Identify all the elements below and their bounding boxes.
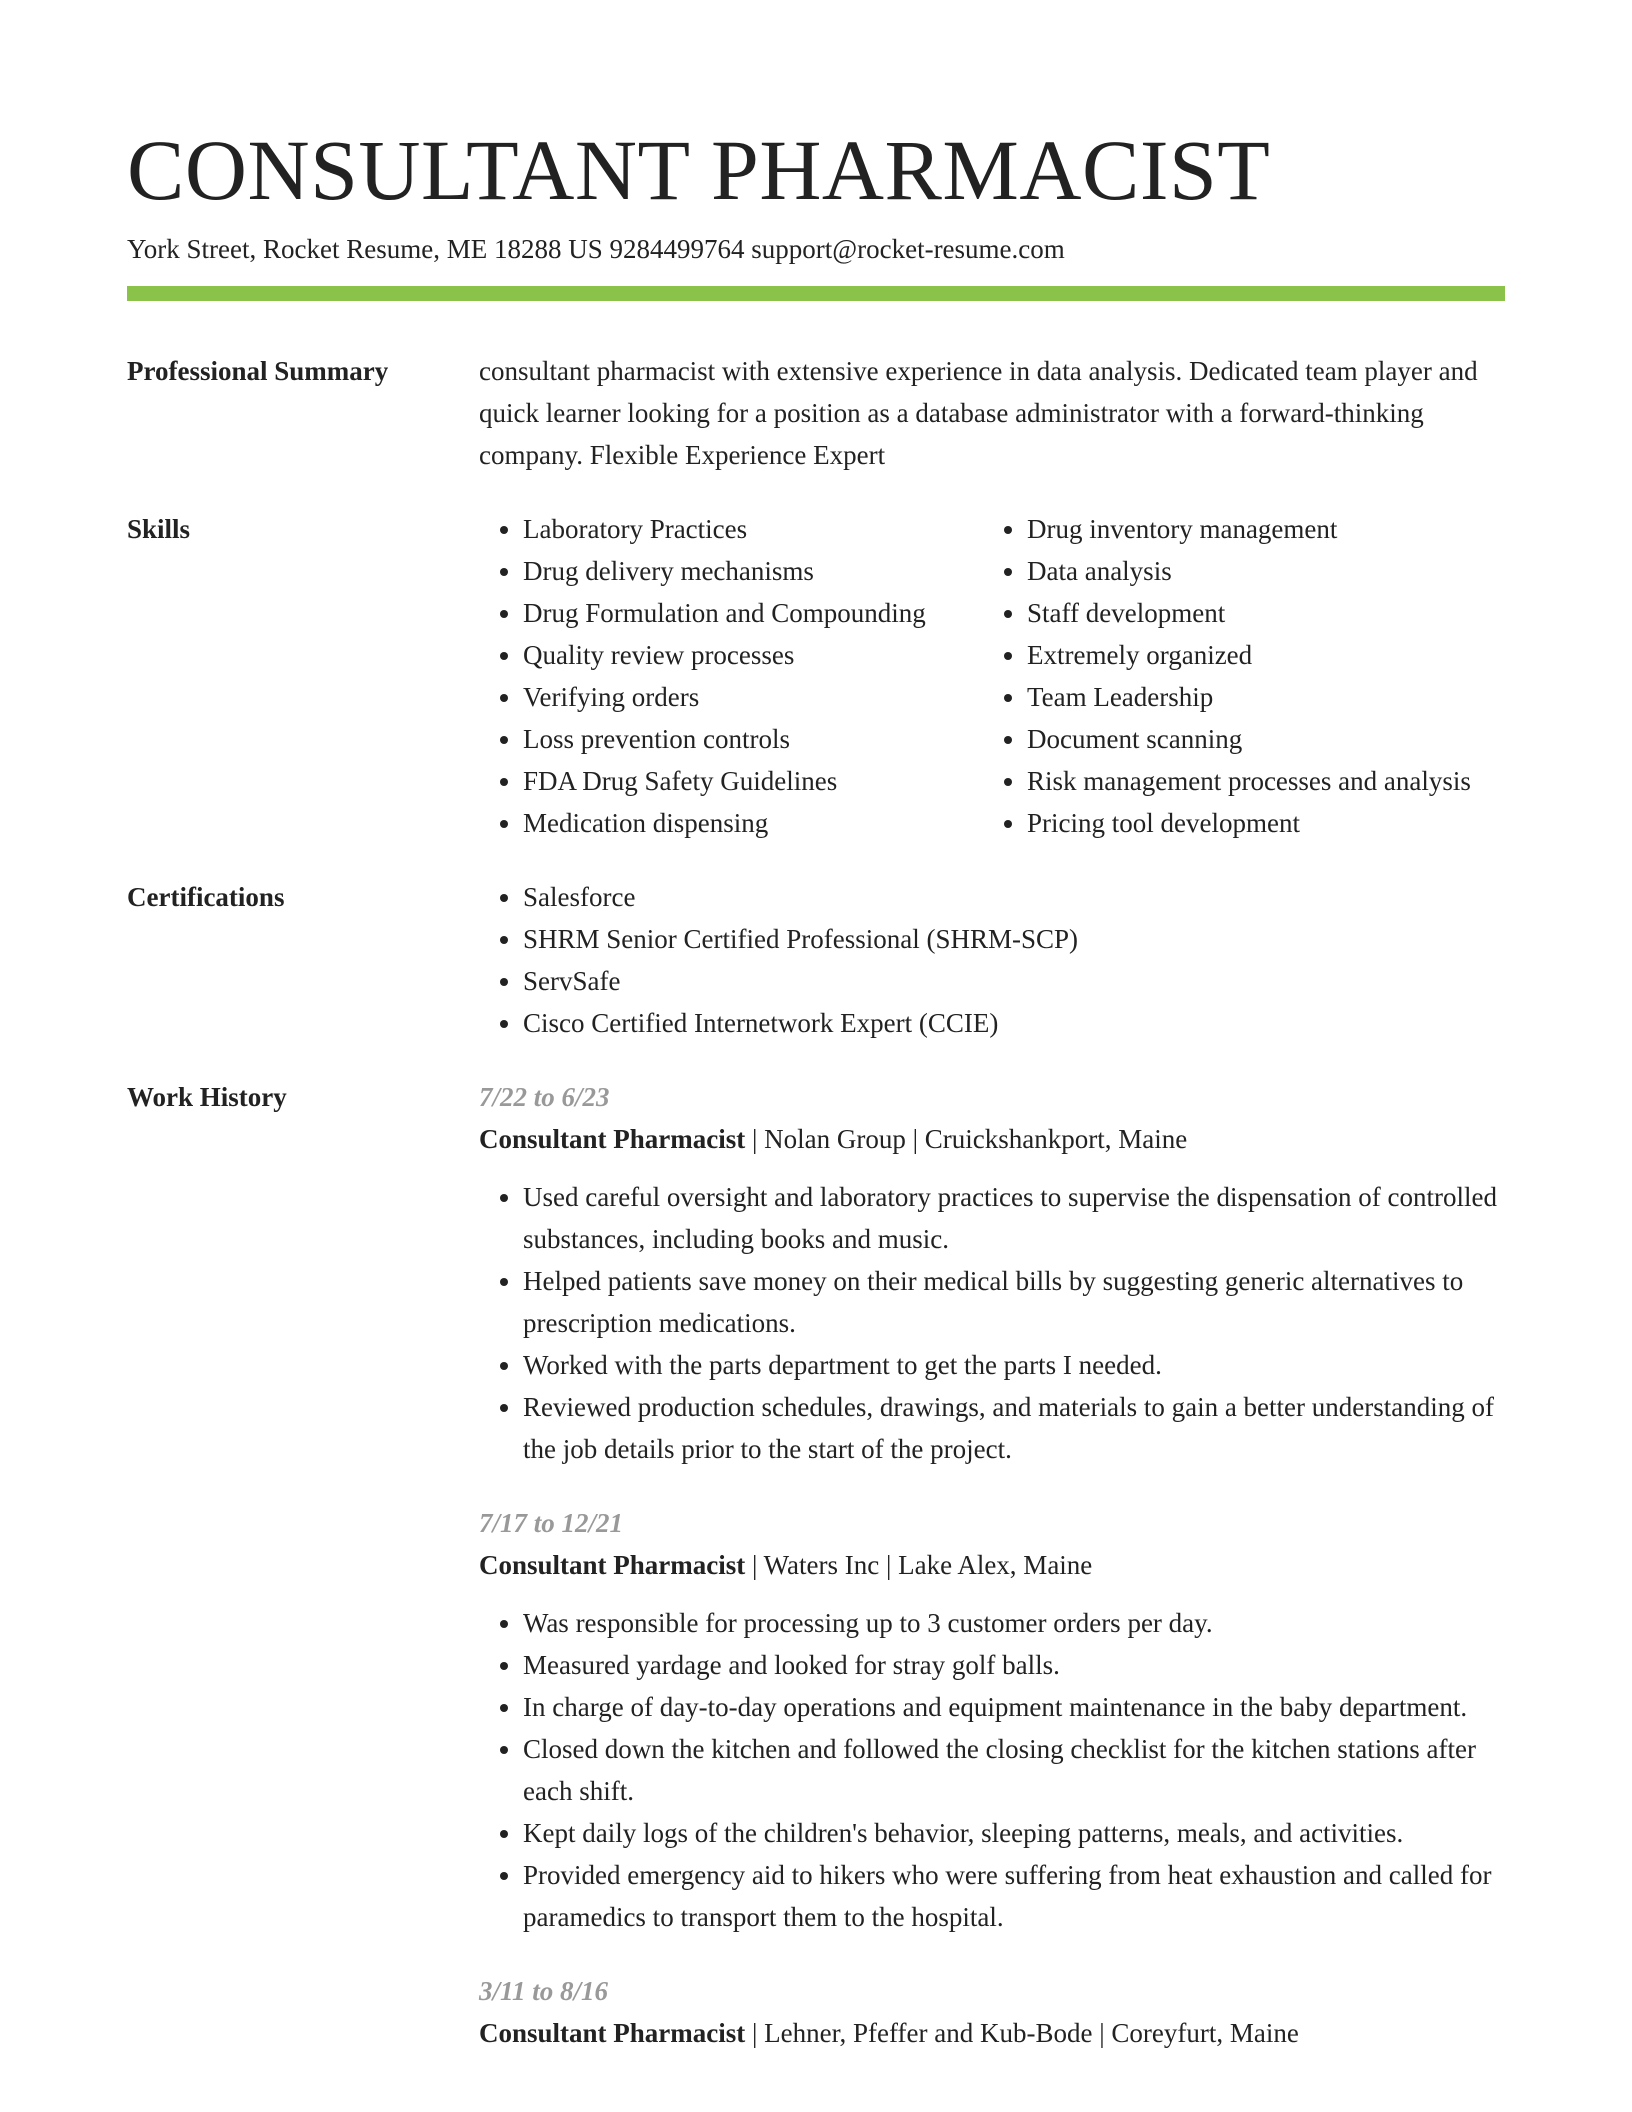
- certification-item: • Cisco Certified Internetwork Expert (CCIE): [523, 1002, 1505, 1044]
- job-heading: [479, 1118, 1505, 1160]
- job-entry: [479, 1970, 1505, 2054]
- skill-item: • Medication dispensing: [523, 802, 983, 844]
- job-bullets: [479, 1602, 1505, 1938]
- skill-item: • Risk management processes and analysis: [1027, 760, 1471, 802]
- skill-item: • Data analysis: [1027, 550, 1471, 592]
- section-title-skills: Skills: [127, 514, 191, 544]
- contact-address: York Street, Rocket Resume, ME 18288 US: [127, 234, 603, 264]
- job-bullet: • Provided emergency aid to hikers who were suffering from heat exhaustion and called for paramedics to transport them to the hospital.: [523, 1854, 1505, 1938]
- header-divider: [127, 286, 1505, 301]
- skill-item: • Drug Formulation and Compounding: [523, 592, 983, 634]
- job-entry: [479, 1076, 1505, 1470]
- job-bullet: • Closed down the kitchen and followed the closing checklist for the kitchen stations after each shift.: [523, 1728, 1505, 1812]
- job-details: | Lehner, Pfeffer and Kub-Bode | Coreyfurt, Maine: [745, 2018, 1299, 2048]
- job-dates: 3/11 to 8/16: [479, 1976, 609, 2006]
- certification-item: • Salesforce: [523, 876, 1505, 918]
- skill-item: • Quality review processes: [523, 634, 983, 676]
- job-bullet: • Was responsible for processing up to 3 customer orders per day.: [523, 1602, 1505, 1644]
- skills-section: [127, 508, 1505, 844]
- skill-item: • Document scanning: [1027, 718, 1471, 760]
- skill-item: • Extremely organized: [1027, 634, 1471, 676]
- job-title: Consultant Pharmacist: [479, 2018, 746, 2048]
- skill-item: • Drug inventory management: [1027, 508, 1471, 550]
- contact-line: [127, 232, 1505, 266]
- skill-item: • Loss prevention controls: [523, 718, 983, 760]
- job-bullet: • Used careful oversight and laboratory practices to supervise the dispensation of controlled substances, including books and music.: [523, 1176, 1505, 1260]
- job-bullet: • In charge of day-to-day operations and equipment maintenance in the baby department.: [523, 1686, 1505, 1728]
- job-title: Consultant Pharmacist: [479, 1550, 746, 1580]
- job-title: Consultant Pharmacist: [479, 1124, 746, 1154]
- job-bullet: • Worked with the parts department to get the parts I needed.: [523, 1344, 1505, 1386]
- job-bullet: • Kept daily logs of the children's behavior, sleeping patterns, meals, and activities.: [523, 1812, 1505, 1854]
- skill-item: • Drug delivery mechanisms: [523, 550, 983, 592]
- skill-item: • Staff development: [1027, 592, 1471, 634]
- summary-body: [479, 350, 1505, 476]
- section-title-certifications: Certifications: [127, 882, 285, 912]
- skills-column-2: [983, 508, 1471, 844]
- job-bullet: • Reviewed production schedules, drawings, and materials to gain a better understanding of the job details prior to the start of the project.: [523, 1386, 1505, 1470]
- resume-sections: [127, 350, 1505, 2086]
- certification-item: • SHRM Senior Certified Professional (SHRM-SCP): [523, 918, 1505, 960]
- job-heading: [479, 2012, 1505, 2054]
- skills-body: [479, 508, 1505, 844]
- certifications-list: [479, 876, 1505, 1044]
- job-entry: [479, 1502, 1505, 1938]
- skill-item: • FDA Drug Safety Guidelines: [523, 760, 983, 802]
- section-title-work-history: Work History: [127, 1082, 287, 1112]
- job-details: | Waters Inc | Lake Alex, Maine: [745, 1550, 1093, 1580]
- skill-item: • Laboratory Practices: [523, 508, 983, 550]
- contact-phone: 9284499764: [609, 234, 745, 264]
- certifications-body: [479, 876, 1505, 1044]
- job-bullet: • Helped patients save money on their medical bills by suggesting generic alternatives to prescription medications.: [523, 1260, 1505, 1344]
- job-details: | Nolan Group | Cruickshankport, Maine: [745, 1124, 1188, 1154]
- skill-item: • Team Leadership: [1027, 676, 1471, 718]
- skill-item: • Pricing tool development: [1027, 802, 1471, 844]
- certification-item: • ServSafe: [523, 960, 1505, 1002]
- work-history-body: [479, 1076, 1505, 2054]
- summary-section: [127, 350, 1505, 476]
- skills-column-1: [479, 508, 983, 844]
- job-heading: [479, 1544, 1505, 1586]
- job-dates: 7/17 to 12/21: [479, 1508, 624, 1538]
- work-history-section: [127, 1076, 1505, 2054]
- candidate-name: CONSULTANT PHARMACIST: [127, 122, 1271, 218]
- job-dates: 7/22 to 6/23: [479, 1082, 610, 1112]
- job-bullets: [479, 1176, 1505, 1470]
- job-bullet: • Measured yardage and looked for stray golf balls.: [523, 1644, 1505, 1686]
- contact-email: support@rocket-resume.com: [751, 234, 1065, 264]
- section-title-summary: Professional Summary: [127, 356, 389, 386]
- skill-item: • Verifying orders: [523, 676, 983, 718]
- certifications-section: [127, 876, 1505, 1044]
- summary-text: consultant pharmacist with extensive experience in data analysis. Dedicated team player and quick learner looking for a position as a database administrator with a forward-thinking company. Flexible Experience Expert: [479, 356, 1478, 470]
- resume-header: [127, 118, 1505, 266]
